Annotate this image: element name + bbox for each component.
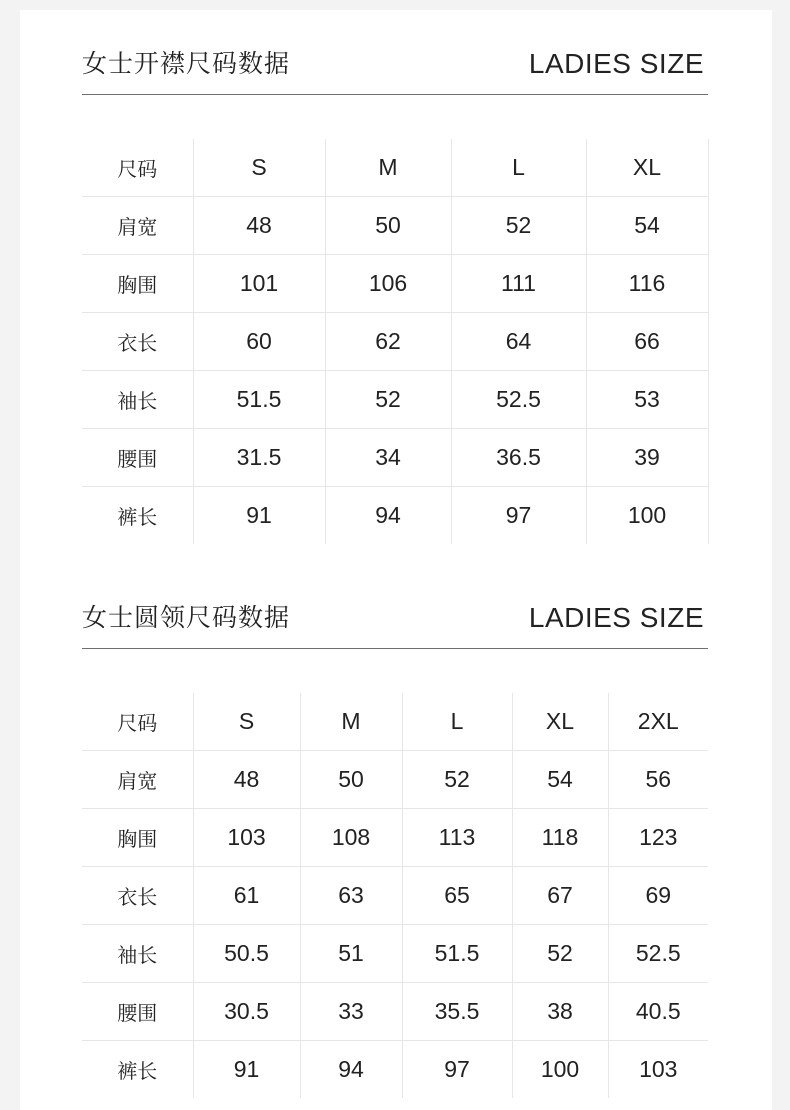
measurement-value: 103: [193, 809, 300, 867]
size-header-cell: L: [451, 139, 586, 197]
measurement-value: 52: [451, 197, 586, 255]
measurement-value: 100: [512, 1041, 608, 1099]
table-header-row: [82, 139, 708, 197]
cardigan-size-table: [82, 139, 709, 544]
measurement-value: 63: [300, 867, 402, 925]
size-header-cell: M: [325, 139, 451, 197]
measurement-value: 34: [325, 429, 451, 487]
measurement-value: 64: [451, 313, 586, 371]
measurement-value: 56: [608, 751, 708, 809]
measurement-value: 106: [325, 255, 451, 313]
measurement-value: 52: [512, 925, 608, 983]
measurement-label: 腰围: [82, 983, 193, 1041]
measurement-value: 33: [300, 983, 402, 1041]
measurement-value: 91: [193, 1041, 300, 1099]
measurement-value: 30.5: [193, 983, 300, 1041]
cardigan-size-section: [82, 50, 708, 544]
measurement-value: 97: [451, 487, 586, 545]
table-row: [82, 371, 708, 429]
table-row: [82, 487, 708, 545]
measurement-value: 100: [586, 487, 708, 545]
measurement-value: 94: [325, 487, 451, 545]
measurement-label: 裤长: [117, 507, 158, 529]
measurement-value: 118: [512, 809, 608, 867]
measurement-label: 袖长: [82, 371, 193, 429]
size-chart-card: [20, 10, 772, 1110]
measurement-value: 123: [608, 809, 708, 867]
measurement-value: 51: [300, 925, 402, 983]
measurement-label: 衣长: [82, 313, 193, 371]
measurement-value: 108: [300, 809, 402, 867]
section-title-en: LADIES SIZE: [528, 602, 704, 633]
size-header-cell: 2XL: [608, 693, 708, 751]
measurement-value: 51.5: [193, 371, 325, 429]
table-row: [82, 429, 708, 487]
size-header-cell: S: [193, 693, 300, 751]
size-header-cell: S: [193, 139, 325, 197]
section-header: [82, 604, 708, 649]
measurement-value: 54: [586, 197, 708, 255]
measurement-value: 101: [193, 255, 325, 313]
table-row: [82, 255, 708, 313]
section-title-en: LADIES SIZE: [528, 48, 704, 79]
measurement-value: 48: [193, 197, 325, 255]
measurement-value: 61: [193, 867, 300, 925]
measurement-label: 腰围: [82, 429, 193, 487]
measurement-value: 50.5: [193, 925, 300, 983]
measurement-value: 69: [608, 867, 708, 925]
section-title-zh: 女士圆领尺码数据: [82, 604, 291, 632]
measurement-value: 97: [402, 1041, 512, 1099]
size-label-header: 尺码: [82, 693, 193, 751]
measurement-value: 52.5: [608, 925, 708, 983]
measurement-value: 113: [402, 809, 512, 867]
measurement-value: 53: [586, 371, 708, 429]
measurement-value: 38: [512, 983, 608, 1041]
measurement-value: 51.5: [402, 925, 512, 983]
measurement-value: 36.5: [451, 429, 586, 487]
measurement-value: 116: [586, 255, 708, 313]
measurement-label: 胸围: [82, 255, 193, 313]
table-row: [82, 809, 708, 867]
measurement-value: 50: [300, 751, 402, 809]
table-row: [82, 983, 708, 1041]
size-header-cell: M: [300, 693, 402, 751]
measurement-value: 31.5: [193, 429, 325, 487]
size-header-cell: XL: [586, 139, 708, 197]
size-header-cell: L: [402, 693, 512, 751]
measurement-value: 62: [325, 313, 451, 371]
table-row: [82, 313, 708, 371]
measurement-value: 111: [451, 255, 586, 313]
measurement-label: 衣长: [82, 867, 193, 925]
measurement-label: 肩宽: [82, 751, 193, 809]
measurement-value: 39: [586, 429, 708, 487]
table-row: [82, 867, 708, 925]
measurement-value: 94: [300, 1041, 402, 1099]
measurement-value: 60: [193, 313, 325, 371]
measurement-value: 52: [402, 751, 512, 809]
crewneck-size-section: [82, 604, 708, 1098]
measurement-label: 肩宽: [82, 197, 193, 255]
measurement-value: 52.5: [451, 371, 586, 429]
size-label-header: 尺码: [82, 139, 193, 197]
table-header-row: [82, 693, 708, 751]
measurement-value: 67: [512, 867, 608, 925]
measurement-value: 50: [325, 197, 451, 255]
measurement-label: 袖长: [82, 925, 193, 983]
section-header: [82, 50, 708, 95]
table-row: [82, 751, 708, 809]
measurement-value: 52: [325, 371, 451, 429]
measurement-label: 裤长: [117, 1061, 158, 1083]
table-row: [82, 1041, 708, 1099]
section-title-zh: 女士开襟尺码数据: [82, 50, 291, 78]
table-row: [82, 197, 708, 255]
measurement-value: 91: [193, 487, 325, 545]
table-row: [82, 925, 708, 983]
size-header-cell: XL: [512, 693, 608, 751]
measurement-value: 54: [512, 751, 608, 809]
measurement-value: 103: [608, 1041, 708, 1099]
measurement-label: 胸围: [82, 809, 193, 867]
measurement-value: 35.5: [402, 983, 512, 1041]
measurement-value: 48: [193, 751, 300, 809]
crewneck-size-table: [82, 693, 708, 1098]
measurement-value: 66: [586, 313, 708, 371]
measurement-value: 65: [402, 867, 512, 925]
measurement-value: 40.5: [608, 983, 708, 1041]
